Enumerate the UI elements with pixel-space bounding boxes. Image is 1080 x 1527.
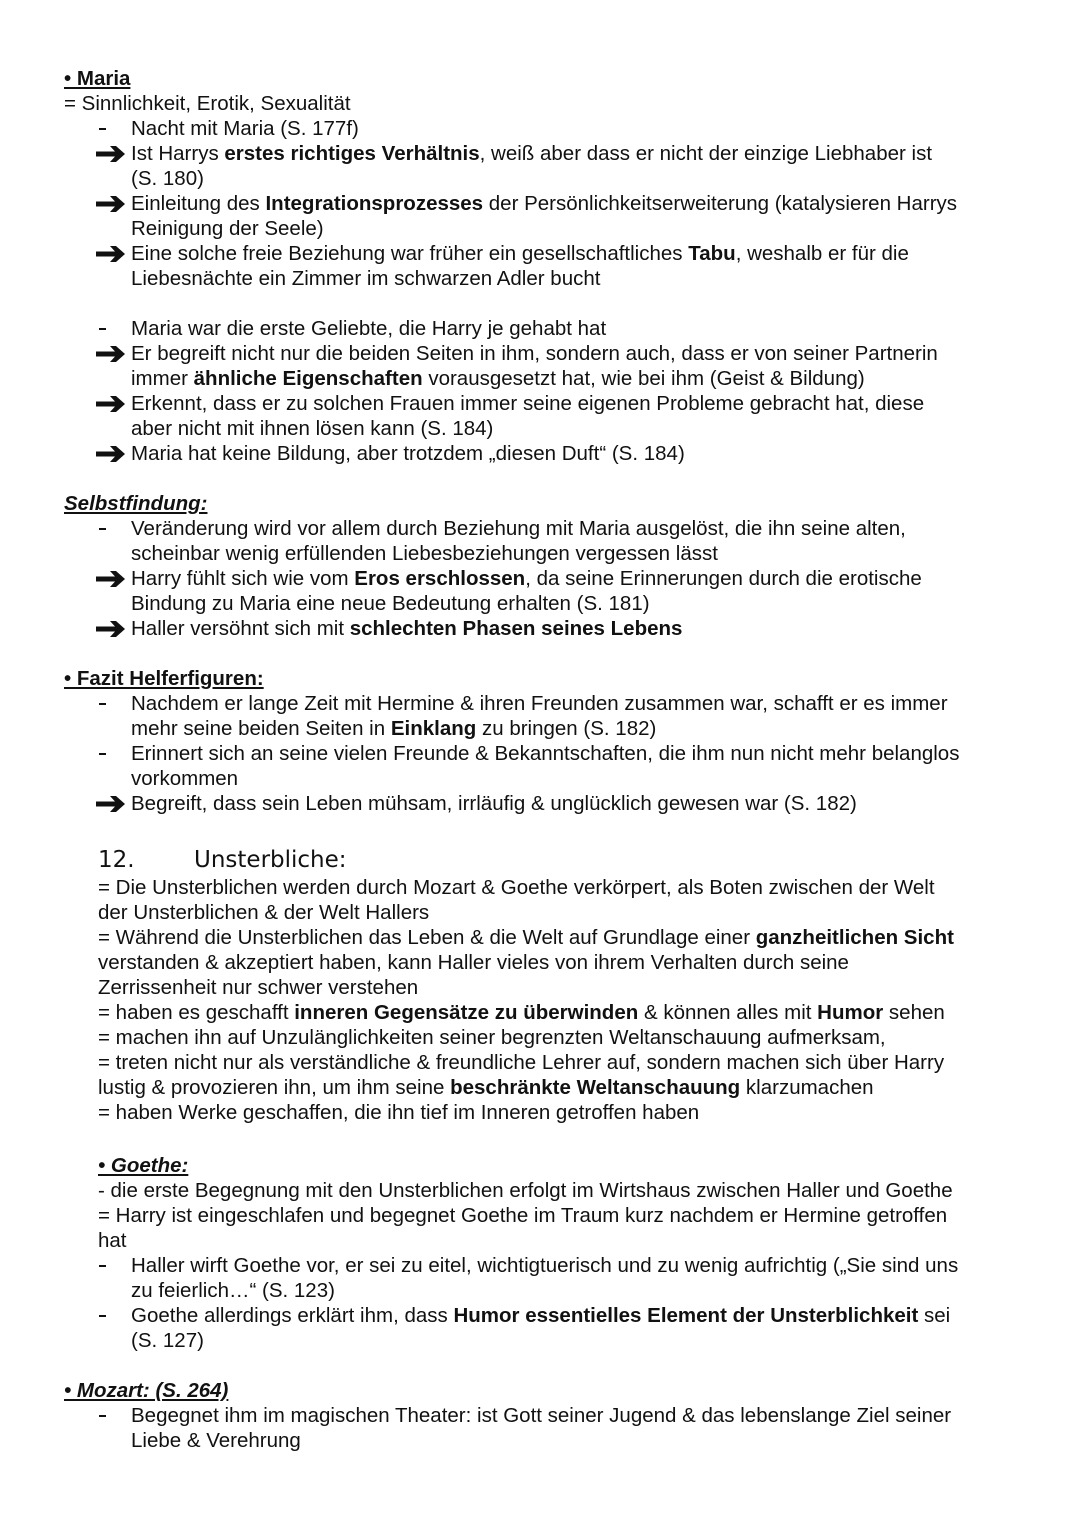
text-line — [131, 516, 1040, 541]
list-item — [64, 391, 1040, 441]
dash-bullet-icon — [64, 1403, 130, 1428]
text-segment: Maria hat keine Bildung, aber trotzdem „diesen Duft“ (S. 184) — [131, 442, 685, 465]
dash-bullet-icon — [64, 741, 130, 766]
text-segment: der Persönlichkeitserweiterung (katalysieren Harrys — [483, 192, 958, 215]
text-segment: Bindung zu Maria eine neue Bedeutung erhalten (S. 181) — [131, 592, 650, 615]
text-line — [98, 900, 1040, 925]
list-item — [64, 791, 1040, 816]
text-segment: Maria war die erste Geliebte, die Harry je gehabt hat — [131, 317, 607, 340]
arrow-right-icon — [64, 141, 130, 166]
selbstfindung-list — [64, 516, 1040, 641]
text-segment: = treten nicht nur als verständliche & freundliche Lehrer auf, sondern machen sich über Harry — [98, 1051, 945, 1074]
text-segment: , da seine Erinnerungen durch die erotische — [525, 567, 922, 590]
text-segment: Ist Harrys — [131, 142, 225, 165]
text-segment: = Während die Unsterblichen das Leben & die Welt auf Grundlage einer — [98, 926, 756, 949]
text-line — [131, 716, 1040, 741]
list-item — [64, 316, 1040, 341]
text-segment: = Die Unsterblichen werden durch Mozart & Goethe verkörpert, als Boten zwischen der Welt — [98, 876, 935, 899]
text-line — [98, 1075, 1040, 1100]
text-segment: Einleitung des — [131, 192, 266, 215]
list-item — [64, 116, 1040, 141]
arrow-right-icon — [64, 566, 130, 591]
text-segment: Haller versöhnt sich mit — [131, 617, 350, 640]
text-line — [131, 416, 1040, 441]
bold-term: beschränkte Weltanschauung — [450, 1076, 741, 1099]
text-segment: sei — [918, 1304, 951, 1327]
section-mozart — [64, 1378, 1040, 1453]
text-line — [131, 366, 1040, 391]
text-segment: - die erste Begegnung mit den Unsterblichen erfolgt im Wirtshaus zwischen Haller und Goethe — [98, 1179, 953, 1202]
text-segment: Liebesnächte ein Zimmer im schwarzen Adler bucht — [131, 267, 601, 290]
text-segment: Haller wirft Goethe vor, er sei zu eitel, wichtigtuerisch und zu wenig aufrichtig („Sie sind uns — [131, 1254, 959, 1277]
text-segment: Reinigung der Seele) — [131, 217, 324, 240]
heading-fazit-helferfiguren: • Fazit Helferfiguren: — [64, 667, 264, 690]
text-line — [131, 1253, 1040, 1278]
section-maria — [64, 66, 1040, 466]
list-item — [64, 1303, 1040, 1353]
list-item — [64, 741, 1040, 791]
text-segment: klarzumachen — [740, 1076, 874, 1099]
text-segment: Veränderung wird vor allem durch Beziehung mit Maria ausgelöst, die ihn seine alten, — [131, 517, 906, 540]
text-segment: vorkommen — [131, 767, 239, 790]
text-line — [131, 541, 1040, 566]
heading-unsterbliche — [98, 845, 1040, 875]
text-line — [131, 191, 1040, 216]
arrow-right-icon — [64, 241, 130, 266]
text-segment: Begreift, dass sein Leben mühsam, irrläufig & unglücklich gewesen war (S. 182) — [131, 792, 857, 815]
text-line — [98, 1050, 1040, 1075]
text-segment: , weshalb er für die — [735, 242, 909, 265]
spacer — [64, 291, 1040, 316]
text-segment: Eine solche freie Beziehung war früher ein gesellschaftliches — [131, 242, 689, 265]
list-item — [64, 441, 1040, 466]
section-number: 12. — [98, 847, 135, 873]
text-line — [131, 791, 1040, 816]
text-line — [131, 216, 1040, 241]
arrow-right-icon — [64, 391, 130, 416]
text-line — [131, 1428, 1040, 1453]
bold-term: Tabu — [688, 242, 736, 265]
text-line — [131, 441, 1040, 466]
text-segment: aber nicht mit ihnen lösen kann (S. 184) — [131, 417, 494, 440]
bold-term: inneren Gegensätze zu überwinden — [294, 1001, 639, 1024]
text-line — [98, 925, 1040, 950]
text-line — [131, 316, 1040, 341]
text-segment: vorausgesetzt hat, wie bei ihm (Geist & Bildung) — [422, 367, 865, 390]
text-line — [131, 141, 1040, 166]
text-line — [131, 766, 1040, 791]
list-item — [64, 516, 1040, 566]
text-line — [131, 741, 1040, 766]
section-unsterbliche — [98, 845, 1040, 1125]
text-segment: (S. 180) — [131, 167, 204, 190]
text-segment: Harry fühlt sich wie vom — [131, 567, 355, 590]
text-line — [131, 1303, 1040, 1328]
text-segment: verstanden & akzeptiert haben, kann Haller vieles von ihrem Verhalten durch seine — [98, 951, 849, 974]
dash-bullet-icon — [64, 1303, 130, 1328]
text-segment: Er begreift nicht nur die beiden Seiten in ihm, sondern auch, dass er von seiner Partnerin — [131, 342, 938, 365]
text-segment: immer — [131, 367, 194, 390]
text-line — [98, 1025, 1040, 1050]
fazit-list — [64, 691, 1040, 816]
heading-mozart: • Mozart: (S. 264) — [64, 1379, 229, 1402]
maria-list-1 — [64, 116, 1040, 291]
text-line — [131, 566, 1040, 591]
text-segment: Zerrissenheit nur schwer verstehen — [98, 976, 419, 999]
section-title: Unsterbliche: — [194, 847, 347, 873]
bold-term: schlechten Phasen seines Lebens — [349, 617, 683, 640]
arrow-right-icon — [64, 341, 130, 366]
text-line — [98, 875, 1040, 900]
text-line — [131, 1278, 1040, 1303]
text-line — [98, 950, 1040, 975]
mozart-list — [64, 1403, 1040, 1453]
goethe-lines — [98, 1178, 1040, 1253]
dash-bullet-icon — [64, 116, 130, 141]
text-line — [131, 1328, 1040, 1353]
bold-term: Humor — [817, 1001, 884, 1024]
dash-bullet-icon — [64, 1253, 130, 1278]
text-segment: Begegnet ihm im magischen Theater: ist Gott seiner Jugend & das lebenslange Ziel seiner — [131, 1404, 952, 1427]
text-segment: hat — [98, 1229, 127, 1252]
text-segment: zu feierlich…“ (S. 123) — [131, 1279, 335, 1302]
bold-term: ähnliche Eigenschaften — [193, 367, 423, 390]
dash-bullet-icon — [64, 316, 130, 341]
text-segment: Erkennt, dass er zu solchen Frauen immer seine eigenen Probleme gebracht hat, diese — [131, 392, 925, 415]
bold-term: Einklang — [390, 717, 477, 740]
text-segment: lustig & provozieren ihn, um ihm seine — [98, 1076, 451, 1099]
text-line — [98, 1203, 1040, 1228]
text-segment: & können alles mit — [638, 1001, 818, 1024]
text-segment: Goethe allerdings erklärt ihm, dass — [131, 1304, 454, 1327]
text-segment: = Harry ist eingeschlafen und begegnet Goethe im Traum kurz nachdem er Hermine getroffen — [98, 1204, 948, 1227]
text-line — [98, 1228, 1040, 1253]
maria-intro: = Sinnlichkeit, Erotik, Sexualität — [64, 92, 351, 115]
unsterbliche-lines — [98, 875, 1040, 1125]
text-segment: zu bringen (S. 182) — [476, 717, 657, 740]
text-line — [98, 1100, 1040, 1125]
section-selbstfindung — [64, 491, 1040, 641]
text-segment: Nacht mit Maria (S. 177f) — [131, 117, 359, 140]
text-line — [131, 691, 1040, 716]
list-item — [64, 616, 1040, 641]
text-line — [98, 975, 1040, 1000]
text-segment: sehen — [883, 1001, 945, 1024]
arrow-right-icon — [64, 791, 130, 816]
text-line — [131, 1403, 1040, 1428]
text-line — [131, 241, 1040, 266]
text-segment: = machen ihn auf Unzulänglichkeiten seiner begrenzten Weltanschauung aufmerksam, — [98, 1026, 886, 1049]
text-segment: scheinbar wenig erfüllenden Liebesbeziehungen vergessen lässt — [131, 542, 718, 565]
list-item — [64, 191, 1040, 241]
arrow-right-icon — [64, 616, 130, 641]
bold-term: Humor essentielles Element der Unsterblichkeit — [453, 1304, 919, 1327]
text-segment: Liebe & Verehrung — [131, 1429, 301, 1452]
list-item — [64, 241, 1040, 291]
bold-term: Eros erschlossen — [354, 567, 526, 590]
list-item — [64, 1253, 1040, 1303]
section-fazit-helferfiguren — [64, 666, 1040, 816]
list-item — [64, 566, 1040, 616]
bold-term: ganzheitlichen Sicht — [755, 926, 954, 949]
list-item — [64, 341, 1040, 391]
list-item — [64, 141, 1040, 191]
heading-goethe: • Goethe: — [98, 1154, 189, 1177]
text-line — [131, 591, 1040, 616]
text-segment: = haben es geschafft — [98, 1001, 295, 1024]
bold-term: erstes richtiges Verhältnis — [224, 142, 480, 165]
bold-term: Integrationsprozesses — [265, 192, 484, 215]
text-line — [131, 116, 1040, 141]
text-segment: , weiß aber dass er nicht der einzige Liebhaber ist — [479, 142, 933, 165]
maria-list-2 — [64, 316, 1040, 466]
section-goethe — [98, 1153, 1040, 1353]
text-line — [131, 166, 1040, 191]
list-item — [64, 691, 1040, 741]
heading-selbstfindung: Selbstfindung: — [64, 492, 208, 515]
dash-bullet-icon — [64, 691, 130, 716]
text-segment: = haben Werke geschaffen, die ihn tief im Inneren getroffen haben — [98, 1101, 700, 1124]
text-segment: mehr seine beiden Seiten in — [131, 717, 391, 740]
text-line — [131, 391, 1040, 416]
text-line — [131, 341, 1040, 366]
text-line — [98, 1178, 1040, 1203]
text-segment: der Unsterblichen & der Welt Hallers — [98, 901, 430, 924]
text-segment: Nachdem er lange Zeit mit Hermine & ihren Freunden zusammen war, schafft er es immer — [131, 692, 948, 715]
arrow-right-icon — [64, 441, 130, 466]
text-line — [131, 266, 1040, 291]
dash-bullet-icon — [64, 516, 130, 541]
goethe-list — [64, 1253, 1040, 1353]
text-line — [131, 616, 1040, 641]
heading-maria: • Maria — [64, 67, 131, 90]
arrow-right-icon — [64, 191, 130, 216]
text-segment: Erinnert sich an seine vielen Freunde & Bekanntschaften, die ihm nun nicht mehr belanglos — [131, 742, 960, 765]
list-item — [64, 1403, 1040, 1453]
text-segment: (S. 127) — [131, 1329, 204, 1352]
text-line — [98, 1000, 1040, 1025]
